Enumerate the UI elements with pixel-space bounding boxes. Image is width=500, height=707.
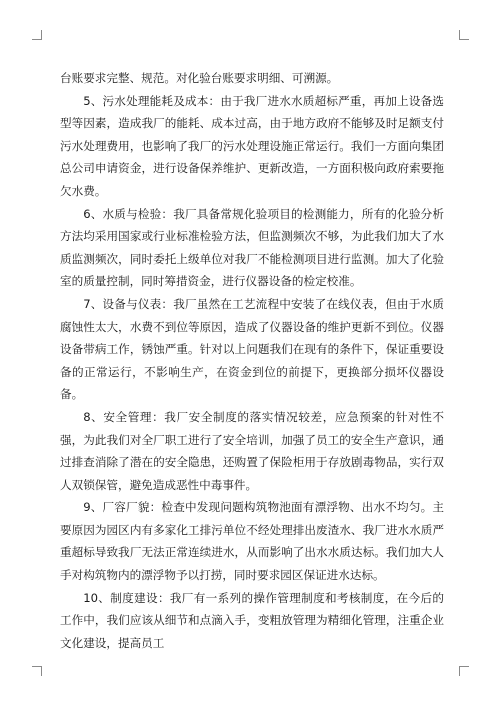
crop-mark-bottom-right: [459, 666, 469, 676]
paragraph-energy-cost: 5、污水处理能耗及成本：由于我厂进水水质超标严重，再加上设备选型等因素，造成我厂的能耗、成本过高，由于地方政府不能够及时足额支付污水处理费用，也影响了我厂的污水处理设施正常运行。我们一方面向集团总公司申请资金，进行设备保养维护、更新改造，一方面积极向政府索要拖欠水费。: [60, 93, 444, 198]
document-body: [60, 67, 444, 654]
paragraph-safety: 8、安全管理：我厂安全制度的落实情况较差，应急预案的针对性不强，为此我们对全厂职工进行了安全培训，加强了员工的安全生产意识，通过排查消除了潜在的安全隐患，还购置了保险柜用于存放剧毒物品，实行双人双锁保管，避免造成恶性中毒事件。: [60, 409, 444, 492]
crop-mark-bottom-left: [32, 666, 42, 676]
paragraph-continuation: 台账要求完整、规范。对化验台账要求明细、可溯源。: [60, 71, 339, 85]
paragraph-plant-appearance: 9、厂容厂貌：检查中发现问题构筑物池面有漂浮物、出水不均匀。主要原因为园区内有多家化工排污单位不经处理排出废渣水、我厂进水水质严重超标导致我厂无法正常连续进水，从而影响了出水水质达标。我们加大人手对构筑物内的漂浮物予以打捞，同时要求园区保证进水达标。: [60, 500, 444, 583]
paragraph-system-building: 10、制度建设：我厂有一系列的操作管理制度和考核制度，在今后的工作中，我们应该从细节和点滴入手，变粗放管理为精细化管理，注重企业文化建设，提高员工: [60, 590, 444, 650]
crop-mark-top-right: [459, 30, 469, 40]
paragraph-water-quality: 6、水质与检验：我厂具备常规化验项目的检测能力，所有的化验分析方法均采用国家或行业标准检验方法，但监测频次不够，为此我们加大了水质监测频次，同时委托上级单位对我厂不能检测项目进行监测。加大了化验室的质量控制，同时筹措资金，进行仪器设备的检定校准。: [60, 206, 444, 289]
crop-mark-top-left: [32, 30, 42, 40]
paragraph-equipment: 7、设备与仪表：我厂虽然在工艺流程中安装了在线仪表，但由于水质腐蚀性太大，水费不到位等原因，造成了仪器设备的维护更新不到位。仪器设备带病工作，锈蚀严重。针对以上问题我们在现有的条件下，保证重要设备的正常运行，不影响生产，在资金到位的前提下，更换部分损坏仪器设备。: [60, 296, 444, 402]
